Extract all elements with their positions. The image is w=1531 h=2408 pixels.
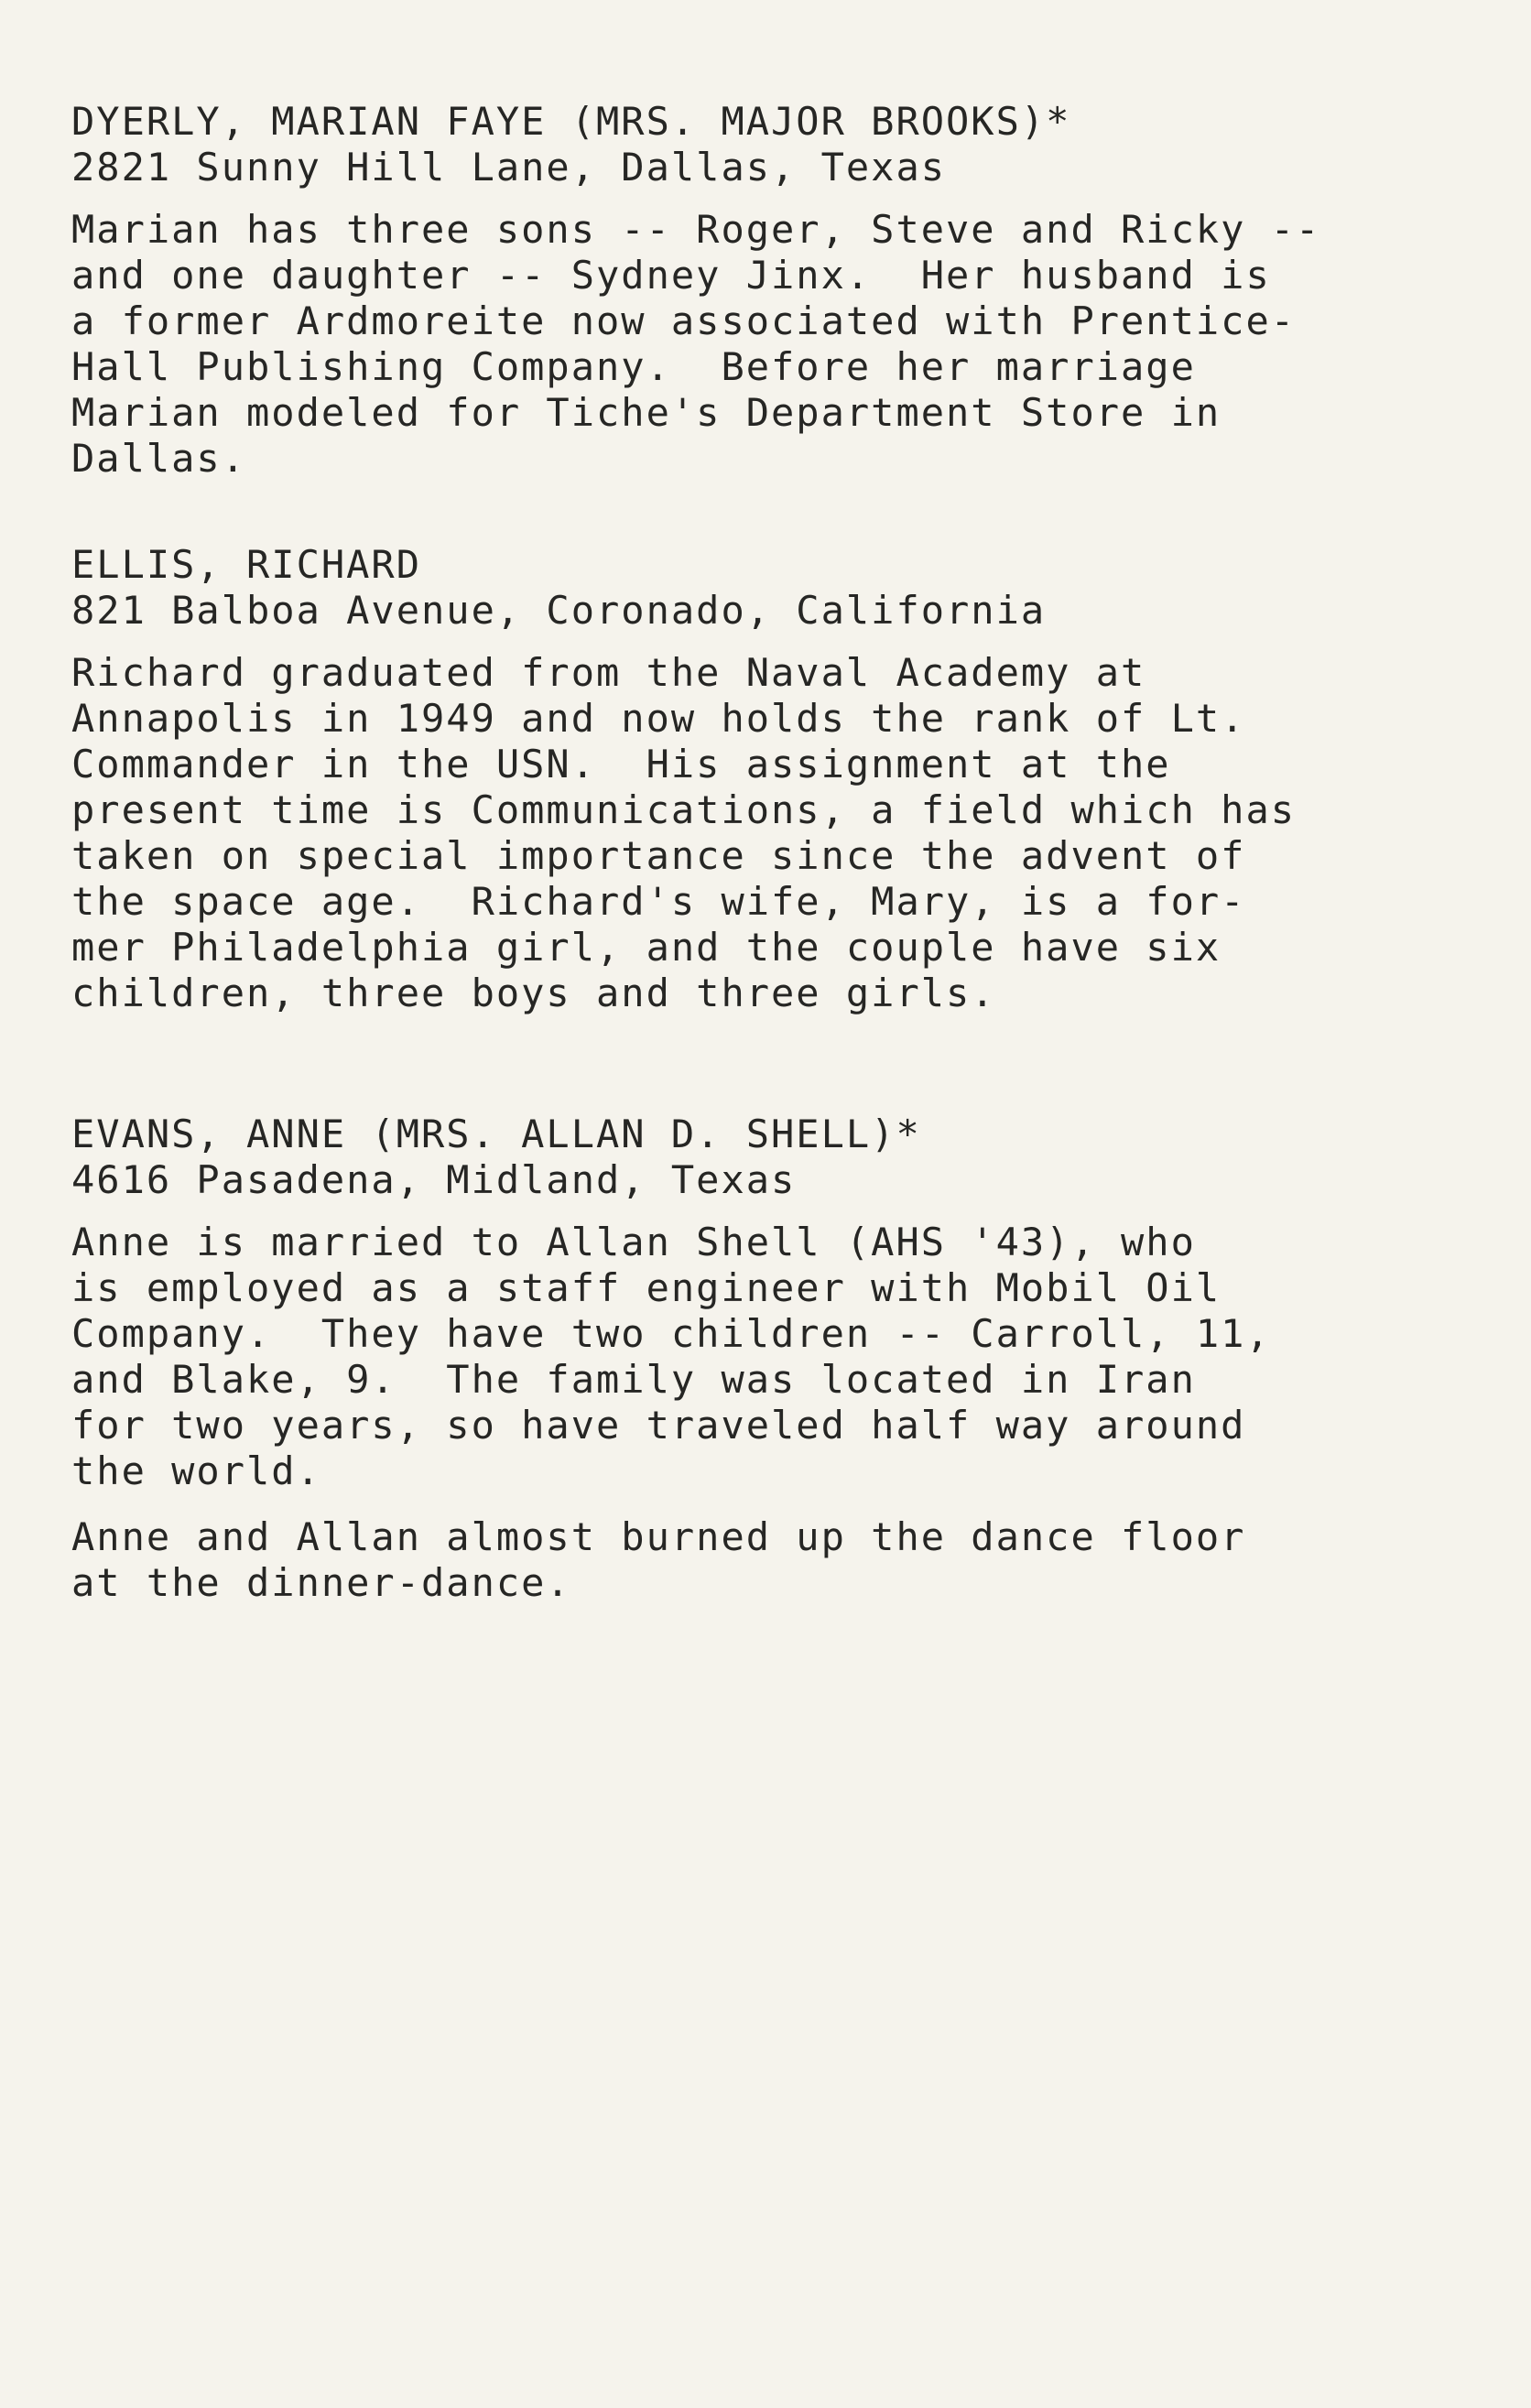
text-line: at the dinner-dance.	[71, 1560, 571, 1605]
entry-ellis	[71, 542, 1482, 1016]
text-line: Commander in the USN. His assignment at the	[71, 742, 1171, 786]
entry-address: 4616 Pasadena, Midland, Texas	[71, 1157, 797, 1202]
text-line: taken on special importance since the advent of	[71, 833, 1246, 878]
text-line: children, three boys and three girls.	[71, 971, 996, 1015]
text-line: Company. They have two children -- Carroll, 11,	[71, 1311, 1271, 1356]
entry-paragraph	[71, 1514, 1482, 1606]
entry-name: DYERLY, MARIAN FAYE (MRS. MAJOR BROOKS)*	[71, 99, 1071, 144]
entry-paragraph	[71, 207, 1482, 482]
text-line: is employed as a staff engineer with Mobil Oil	[71, 1265, 1222, 1310]
text-line: mer Philadelphia girl, and the couple have six	[71, 925, 1222, 970]
text-line: Marian modeled for Tiche's Department Store in	[71, 390, 1222, 435]
entry-evans	[71, 1112, 1482, 1606]
text-line: Annapolis in 1949 and now holds the rank of Lt.	[71, 696, 1246, 741]
entry-name: ELLIS, RICHARD	[71, 542, 422, 587]
entry-dyerly	[71, 99, 1482, 482]
text-line: present time is Communications, a field which has	[71, 787, 1297, 832]
text-line: Marian has three sons -- Roger, Steve and Ricky --	[71, 207, 1321, 252]
entry-paragraph	[71, 1220, 1482, 1494]
entry-name: EVANS, ANNE (MRS. ALLAN D. SHELL)*	[71, 1112, 921, 1156]
entry-address: 2821 Sunny Hill Lane, Dallas, Texas	[71, 145, 947, 190]
text-line: the world.	[71, 1448, 321, 1493]
entry-address: 821 Balboa Avenue, Coronado, California	[71, 588, 1047, 633]
text-line: Hall Publishing Company. Before her marriage	[71, 344, 1196, 389]
text-line: Richard graduated from the Naval Academy at	[71, 650, 1146, 695]
text-line: and one daughter -- Sydney Jinx. Her husband is	[71, 253, 1271, 298]
entry-paragraph	[71, 650, 1482, 1016]
text-line: and Blake, 9. The family was located in Iran	[71, 1357, 1196, 1402]
text-line: Anne and Allan almost burned up the dance floor	[71, 1514, 1246, 1559]
text-line: Dallas.	[71, 436, 247, 481]
text-line: Anne is married to Allan Shell (AHS '43), who	[71, 1220, 1196, 1264]
text-line: the space age. Richard's wife, Mary, is a for-	[71, 879, 1246, 924]
text-line: a former Ardmoreite now associated with Prentice-	[71, 298, 1297, 343]
text-line: for two years, so have traveled half way around	[71, 1403, 1246, 1448]
